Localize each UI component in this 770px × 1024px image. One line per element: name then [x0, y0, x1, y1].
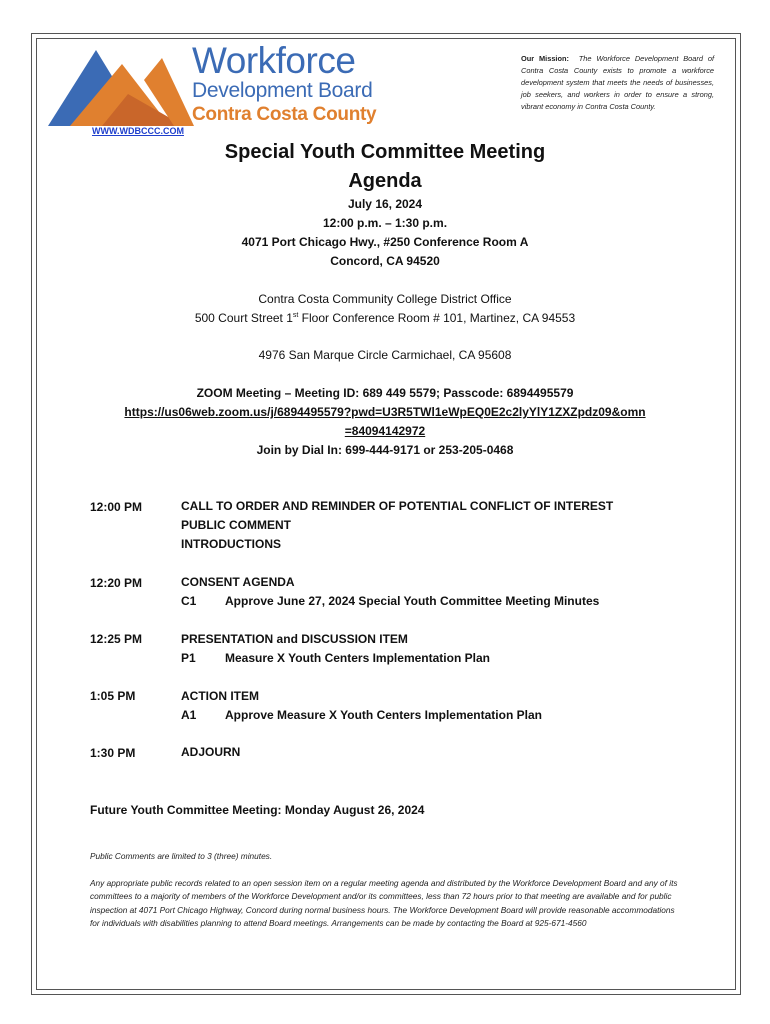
- agenda-item: [181, 497, 613, 554]
- item-code: A1: [181, 708, 197, 722]
- agenda-subitem: [181, 706, 542, 725]
- alt-location-1-name: Contra Costa Community College District Office: [258, 292, 512, 306]
- item-text: Measure X Youth Centers Implementation Plan: [225, 651, 490, 665]
- website-link[interactable]: WWW.WDBCCC.COM: [92, 126, 184, 136]
- agenda-heading: ACTION ITEM: [181, 689, 259, 703]
- zoom-link-line-2[interactable]: =84094142972: [344, 424, 426, 438]
- agenda-item: [181, 630, 490, 668]
- ordinal-suffix: st: [292, 312, 299, 319]
- agenda-heading: ADJOURN: [181, 745, 241, 759]
- agenda-time: 1:30 PM: [90, 746, 136, 760]
- public-records-notice: Any appropriate public records related to an open session item on a regular meeting agenda and distributed by the Workforce Development Board and any of its committees to a majority of members of the Workforce Development and/or its committees, less than 72 hours prior to that meeting are available and for public inspection at 4071 Port Chicago Highway, Concord during normal business hours. The Workforce Development Board will provide reasonable accommodations for individuals with disabilities planning to attend Board meetings. Arrangements can be made by contacting the Board at 925-671-4560: [90, 878, 678, 928]
- future-meeting: Future Youth Committee Meeting: Monday August 26, 2024: [90, 803, 425, 817]
- zoom-meeting-info: ZOOM Meeting – Meeting ID: 689 449 5579; Passcode: 6894495579: [196, 386, 574, 400]
- item-code: P1: [181, 651, 196, 665]
- agenda-item: [181, 687, 542, 725]
- zoom-link[interactable]: [0, 405, 770, 419]
- alt-location-1-address: [0, 311, 770, 325]
- agenda-title: Agenda: [348, 170, 422, 192]
- brand-line-board: Development Board: [192, 79, 373, 102]
- agenda-item: [181, 743, 240, 762]
- agenda-line: PUBLIC COMMENT: [181, 518, 291, 532]
- agenda-subitem: [181, 649, 490, 668]
- agenda-time: 12:20 PM: [90, 576, 143, 590]
- zoom-link-line-1[interactable]: https://us06web.zoom.us/j/6894495579?pwd=U3R5TWl1eWpEQ0E2c2lyYlY1ZXZpdz09&omn: [124, 405, 646, 419]
- agenda-subitem: [181, 592, 599, 611]
- dial-in-info: Join by Dial In: 699-444-9171 or 253-205-0468: [256, 443, 514, 457]
- brand-line-county: Contra Costa County: [192, 104, 377, 125]
- mission-label: Our Mission:: [521, 54, 569, 63]
- agenda-line: CALL TO ORDER AND REMINDER OF POTENTIAL CONFLICT OF INTEREST: [181, 499, 614, 513]
- mission-text: The Workforce Development Board of Contra Costa County exists to promote a workforce development system that meets the needs of businesses, job seekers, and workers in order to ensure a strong, vibrant economy in Contra Costa County.: [521, 54, 715, 111]
- meeting-time: 12:00 p.m. – 1:30 p.m.: [322, 216, 448, 230]
- brand-line-workforce: Workforce: [192, 40, 356, 81]
- item-code: C1: [181, 594, 197, 608]
- agenda-heading: CONSENT AGENDA: [181, 575, 295, 589]
- zoom-link-continued[interactable]: [0, 424, 770, 438]
- alt-location-2: 4976 San Marque Circle Carmichael, CA 95608: [258, 348, 512, 362]
- meeting-date: July 16, 2024: [347, 197, 423, 211]
- agenda-time: 1:05 PM: [90, 689, 136, 703]
- meeting-address: 4071 Port Chicago Hwy., #250 Conference Room A: [241, 235, 529, 249]
- meeting-city: Concord, CA 94520: [330, 254, 440, 268]
- brand-wordmark: [192, 42, 376, 128]
- agenda-item: [181, 573, 599, 611]
- agenda-line: INTRODUCTIONS: [181, 537, 281, 551]
- item-text: Approve June 27, 2024 Special Youth Committee Meeting Minutes: [225, 594, 600, 608]
- alt-location-1-address-end: Floor Conference Room # 101, Martinez, CA 94553: [298, 311, 576, 325]
- agenda-time: 12:25 PM: [90, 632, 143, 646]
- mission-statement: [521, 53, 714, 113]
- meeting-title: Special Youth Committee Meeting: [224, 141, 546, 163]
- public-comments-note: Public Comments are limited to 3 (three) minutes.: [90, 851, 273, 861]
- alt-location-1-address-start: 500 Court Street 1: [194, 311, 293, 325]
- agenda-time: 12:00 PM: [90, 500, 143, 514]
- agenda-heading: PRESENTATION and DISCUSSION ITEM: [181, 632, 408, 646]
- item-text: Approve Measure X Youth Centers Implementation Plan: [225, 708, 542, 722]
